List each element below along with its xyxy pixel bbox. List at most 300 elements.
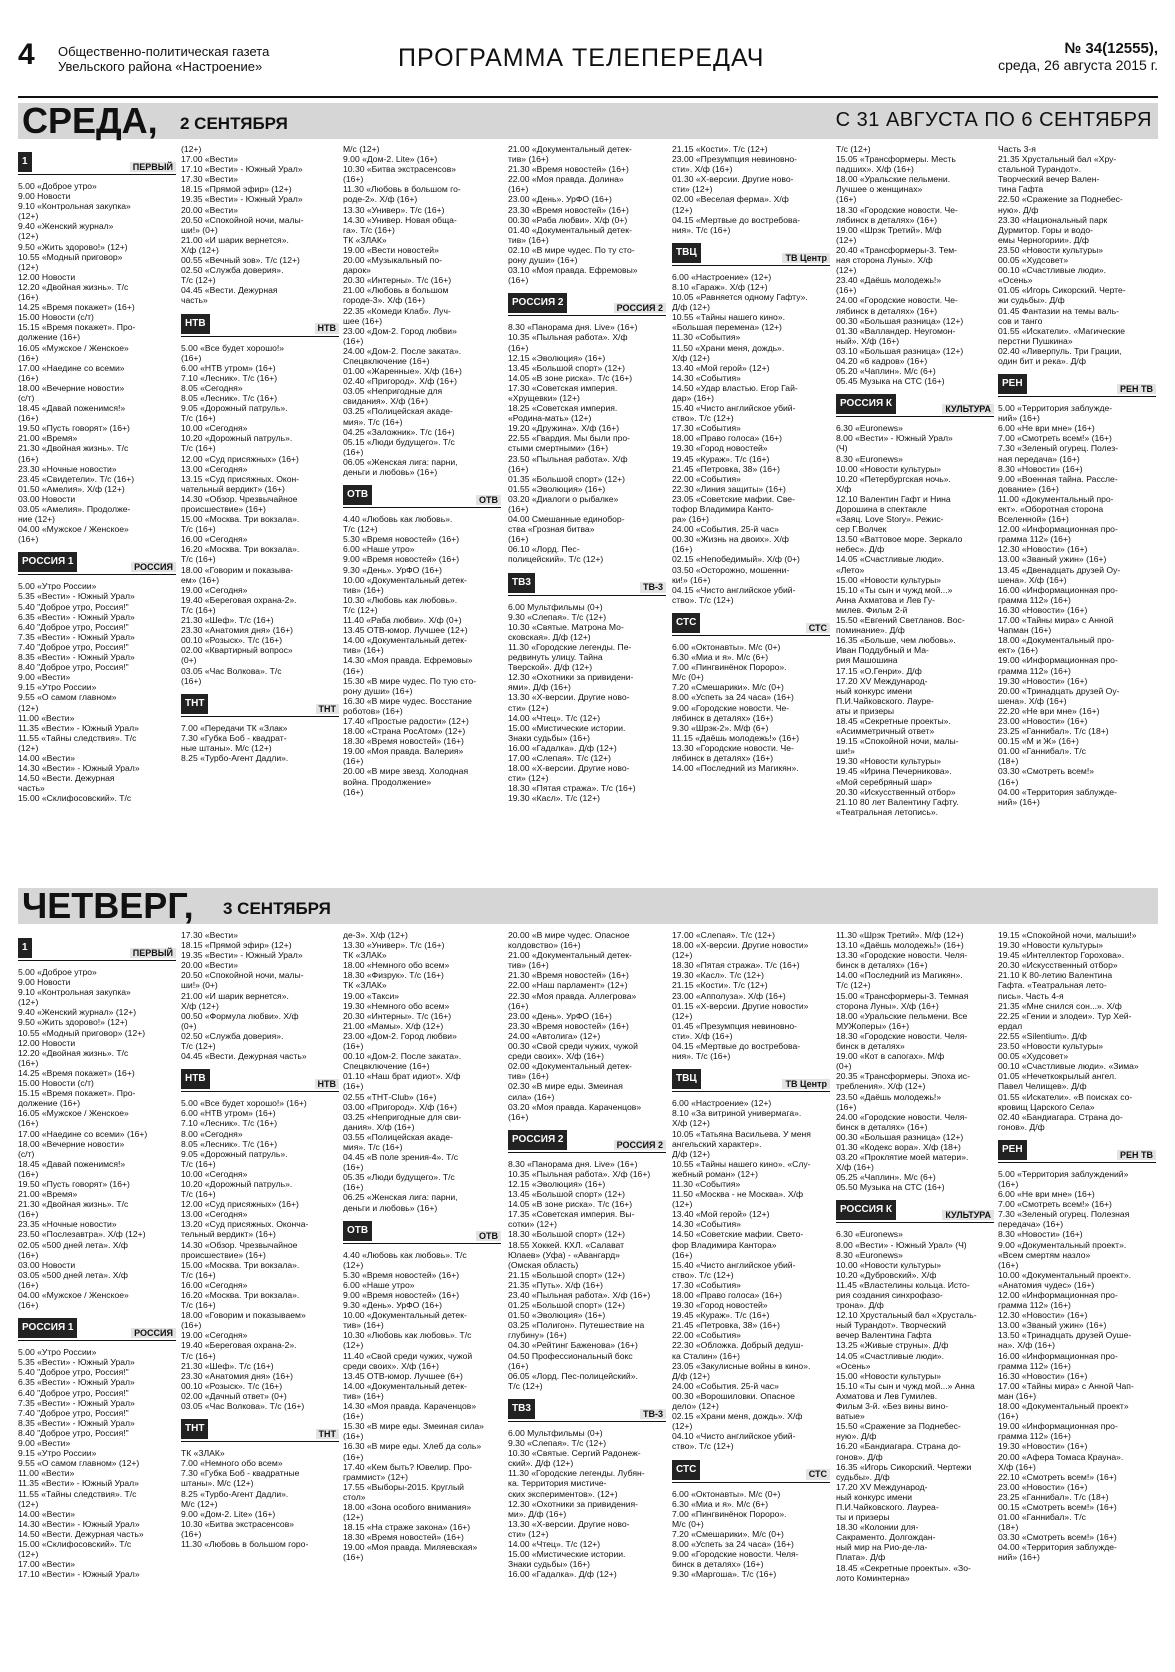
program-listing: 5.00 «Территория заблужде-: [998, 403, 1113, 414]
channel-header: [181, 1065, 339, 1092]
program-listing: дарок»: [343, 265, 371, 276]
program-listing: Дурмитор. Горы и водо-: [998, 224, 1093, 235]
program-listing: 14.00 «Документальный детек-: [343, 635, 467, 646]
program-listing: падших». Х/ф (16+): [836, 164, 914, 175]
program-listing: гонов». Д/ф: [998, 1121, 1045, 1132]
program-listing: 11.30 «Городские легенды. Пе-: [508, 641, 632, 652]
program-listing: Сакраменто. Долгождан-: [836, 1532, 936, 1543]
program-listing: 21.00 «И шарик вернется».: [181, 990, 289, 1001]
program-listing: 23.30 «Анатомия дня» (16+): [181, 1370, 293, 1381]
program-listing: 18.45 «Секретные проекты». «Зо-: [836, 1562, 971, 1573]
channel-logo: РЕН: [998, 1140, 1027, 1160]
program-listing: вечер Валентина Гафта: [836, 1330, 932, 1341]
program-listing: передача» (16+): [998, 1219, 1064, 1230]
program-listing: рону души» (16+): [343, 685, 413, 696]
program-listing: (12+): [18, 742, 39, 753]
program-listing: ши!»: [836, 746, 855, 757]
program-listing: 12.15 «Эволюция» (16+): [508, 1178, 606, 1189]
program-listing: 14.00 «Последний из Магикян».: [672, 763, 799, 774]
program-listing: (16+): [18, 1057, 39, 1068]
program-listing: 9.10 «Контрольная закупка»: [18, 987, 131, 998]
program-listing: 10.00 «Документальный проект».: [998, 1269, 1132, 1280]
program-listing: 01.00 «Жаренные». Х/ф (16+): [343, 366, 462, 377]
program-listing: 10.30 «Любовь как любовь».: [343, 594, 458, 605]
program-listing: 8.05 «Лесник». Т/с (16+): [181, 392, 278, 403]
program-listing: П.И.Чайковского. Лауре-: [836, 695, 934, 706]
program-listing: 22.00 «События»: [672, 473, 741, 484]
program-listing: (16+): [508, 275, 529, 286]
program-listing: 18.55 Хоккей. КХЛ. «Салават: [508, 1239, 625, 1250]
program-listing: 14.30 «События»: [672, 1219, 741, 1230]
program-listing: 5.40 "Доброе утро, Россия!": [18, 601, 129, 612]
program-listing: ка Сталин» (16+): [672, 1350, 740, 1361]
program-listing: (16+): [836, 285, 857, 296]
program-listing: 18.00 «Документальный проект»: [998, 1401, 1129, 1412]
program-listing: 7.40 "Доброе утро, Россия!": [18, 1407, 129, 1418]
program-listing: 16.20 «Бандиагара. Страна до-: [836, 1441, 961, 1452]
week-range: С 31 АВГУСТА ПО 6 СЕНТЯБРЯ: [835, 109, 1152, 131]
channel-name: ТВ-3: [640, 582, 666, 592]
program-listing: шена». Х/ф (16+): [998, 574, 1067, 585]
program-listing: 15.00 Новости (с/т): [18, 1078, 94, 1089]
program-listing: (12+): [836, 234, 857, 245]
channel-name: ОТВ: [476, 495, 501, 505]
program-listing: 19.00 «Сегодня»: [181, 1330, 248, 1341]
program-listing: 01.25 «Большой спорт» (12+): [508, 1300, 625, 1311]
program-listing: 16.20 «Москва. Три вокзала».: [181, 544, 300, 555]
program-listing: 02.55 «ТНТ-Club» (16+): [343, 1091, 437, 1102]
program-listing: 19.00 «Такси»: [343, 990, 400, 1001]
program-listing: 13.00 «Званый ужин» (16+): [998, 1320, 1107, 1331]
program-listing: 14.30 «Обзор. Чрезвычайное: [181, 1239, 298, 1250]
program-listing: поминание». Д/ф: [836, 625, 905, 636]
program-listing: Х/ф (16+): [998, 1461, 1036, 1472]
program-listing: 12.30 «Охотники за привидени-: [508, 672, 634, 683]
program-listing: 23.00 «Дом-2. Город любви»: [343, 1030, 457, 1041]
program-listing: дело» (12+): [672, 1401, 719, 1412]
program-listing: на». Х/ф (16+): [998, 1340, 1055, 1351]
program-listing: 02.00 «Документальный детек-: [508, 1061, 632, 1072]
program-listing: (16+): [18, 1209, 39, 1220]
program-listing: 14.05 «В зоне риска». Т/с (16+): [508, 1199, 633, 1210]
program-listing: 23.05 «Советские мафии. Све-: [672, 493, 795, 504]
program-listing: 4.40 «Любовь как любовь». Т/с: [343, 1249, 467, 1260]
program-listing: 11.00 «Документальный про-: [998, 493, 1114, 504]
program-listing: Часть 3-я: [998, 144, 1036, 154]
program-listing: (16+): [181, 1528, 202, 1539]
program-listing: сти». Х/ф (16+): [672, 164, 733, 175]
program-listing: 13.30 «Городские новости. Че-: [672, 742, 794, 753]
program-listing: (12+): [672, 1199, 693, 1210]
program-listing: 13.45 ОТВ-юмор. Лучшее (12+): [343, 625, 468, 636]
program-listing: 10.00 «Новости культуры»: [836, 1259, 942, 1270]
program-listing: Х/ф: [836, 483, 852, 494]
program-listing: 03.05 «Амелия». Продолже-: [18, 504, 131, 514]
program-listing: сила» (16+): [508, 1091, 555, 1102]
program-listing: 05.35 «Люди будущего». Т/с: [343, 1172, 455, 1183]
program-listing: 17.30 «Советская империя.: [508, 382, 618, 393]
program-listing: 6.35 «Вести» - Южный Урал»: [18, 611, 135, 622]
program-listing: 5.30 «Время новостей» (16+): [343, 534, 460, 545]
program-listing: 21.30 «Время новостей» (16+): [508, 164, 629, 175]
schedule-column: [343, 144, 501, 884]
program-listing: 9.00 «Время новостей» (16+): [343, 554, 460, 565]
program-listing: 15.00 «Трансформеры-3. Темная: [836, 990, 969, 1001]
program-listing: 10.20 «Дубровский». Х/ф: [836, 1269, 937, 1280]
program-listing: 6.00 «Октонавты». М/с (0+): [672, 1488, 781, 1499]
program-listing: 04.20 «6 кадров» (16+): [836, 355, 928, 366]
program-listing: 19.40 «Береговая охрана-2».: [181, 594, 297, 605]
program-listing: М/с (12+): [181, 1498, 218, 1509]
program-listing: ную». Д/ф: [998, 204, 1039, 215]
program-listing: 10.00 «Документальный детек-: [343, 574, 467, 585]
program-listing: 12.20 «Двойная жизнь». Т/с: [18, 281, 129, 292]
program-listing: 17.55 «Выборы-2015. Круглый: [343, 1481, 464, 1492]
program-listing: Плата». Д/ф: [836, 1552, 886, 1563]
program-listing: 18.00 «Вечерние новости»: [18, 1138, 125, 1149]
program-listing: 17.00 «Тайны мира» с Анной: [998, 615, 1114, 626]
program-listing: 18.00 «Зона особого внимания»: [343, 1501, 472, 1512]
channel-logo: СТС: [672, 613, 700, 633]
program-listing: грамма 112» (16+): [998, 1300, 1071, 1311]
program-listing: рия Машошина: [836, 655, 898, 666]
program-listing: (12+): [672, 1010, 693, 1021]
program-listing: 21.45 «Петровка, 38» (16+): [672, 1320, 780, 1331]
program-listing: трона». Д/ф: [836, 1300, 884, 1311]
program-listing: 18.00 «Х-версии. Другие ново-: [508, 763, 630, 774]
program-listing: 15.15 «Время покажет». Про-: [18, 322, 136, 333]
program-listing: 22.25 «Гении и злодеи». Тур Хей-: [998, 1010, 1132, 1021]
program-listing: 03.05 «Час Волкова». Т/с (16+): [181, 1401, 305, 1412]
program-listing: 20.00 «В мире чудес. Опасное: [508, 930, 630, 940]
schedule-column: [836, 930, 994, 1655]
channel-name: РОССИЯ: [131, 1328, 176, 1338]
program-listing: 02.00 «Веселая ферма». Х/ф: [672, 194, 789, 205]
program-listing: «Осень»: [836, 1360, 871, 1371]
program-listing: война. Продолжение»: [343, 776, 432, 787]
program-listing: 00.10 «Розыск». Т/с (16+): [181, 1380, 283, 1391]
program-listing: ватые»: [836, 1411, 865, 1422]
program-listing: 14.50 «Вести. Дежурная: [18, 773, 115, 784]
program-listing: Т/с (16+): [181, 554, 216, 565]
program-listing: Дорошина в спектакле: [836, 504, 927, 514]
program-listing: 7.30 «Зеленый огурец. Полез-: [998, 443, 1119, 454]
program-listing: 01.15 «Х-версии. Другие новости»: [672, 1000, 809, 1011]
channel-logo: РОССИЯ 2: [508, 1130, 567, 1150]
program-listing: Т/с (16+): [181, 524, 216, 535]
program-listing: 21.00 «Время»: [18, 1189, 78, 1200]
program-listing: 19.30 «Новости» (16+): [998, 1441, 1088, 1452]
program-listing: 21.00 «Документальный детек-: [508, 950, 632, 961]
program-listing: (16+): [18, 1300, 39, 1311]
program-listing: тив» (16+): [343, 1320, 384, 1331]
program-listing: рия создания синхрофазо-: [836, 1290, 943, 1300]
program-listing: «Заяц. Love Story». Режис-: [836, 514, 944, 525]
program-listing: 03.00 «Пригород». Х/ф (16+): [343, 1101, 457, 1112]
schedule-column: [181, 144, 339, 884]
program-listing: 13.30 «Городские новости. Челя-: [836, 950, 968, 961]
program-listing: 04.45 «Вести. Дежурная часть»: [181, 1051, 307, 1062]
program-listing: штаны». М/с (12+): [181, 1478, 254, 1489]
program-listing: 12.00 Новости: [18, 1037, 76, 1048]
program-listing: 10.55 «Тайны нашего кино».: [672, 312, 785, 323]
channel-name: ОТВ: [476, 1231, 501, 1241]
channel-name: РОССИЯ 2: [614, 303, 666, 313]
program-listing: Спецвключение (16+): [343, 1061, 430, 1072]
program-listing: происшествие» (16+): [181, 504, 266, 514]
program-listing: 6.00 «НТВ утром» (16+): [181, 362, 276, 373]
program-listing: 5.00 «Доброе утро»: [18, 967, 97, 977]
program-listing: 9.40 «Женский журнал» (12+): [18, 1007, 137, 1018]
program-listing: 16.00 «Сегодня»: [181, 1279, 248, 1290]
program-listing: 03.00 Новости: [18, 1259, 76, 1270]
program-listing: 15.15 «Время покажет». Про-: [18, 1088, 136, 1099]
program-listing: ний» (16+): [998, 1552, 1040, 1563]
program-listing: 11.30 «Любовь в большом горо-: [181, 1538, 309, 1549]
channel-logo: ТНТ: [181, 694, 208, 714]
program-listing: 20.30 «Искусственный отбор»: [998, 960, 1118, 971]
program-listing: (16+): [343, 786, 364, 797]
program-listing: 04.15 «Мертвые до востребова-: [672, 1041, 801, 1052]
program-listing: тив» (16+): [508, 960, 549, 971]
program-listing: 12.00 Новости: [18, 271, 76, 282]
program-listing: 01.55 «Искатели». «В поисках со-: [998, 1091, 1133, 1102]
page-number: 4: [18, 38, 35, 71]
program-listing: 21.00 «Время»: [18, 433, 78, 444]
program-listing: (12+): [18, 702, 39, 713]
page-title: ПРОГРАММА ТЕЛЕПЕРЕДАЧ: [398, 44, 765, 72]
program-listing: 04.25 «Заложник». Т/с (16+): [343, 426, 455, 437]
program-listing: 02.50 «Служба доверия».: [181, 265, 284, 276]
program-listing: 18.00 «Уральские пельмени. Все: [836, 1010, 968, 1021]
program-listing: (12+): [836, 265, 857, 276]
program-listing: городе-3». Х/ф (16+): [343, 295, 425, 306]
program-listing: 23.00 «Презумпция невиновно-: [672, 154, 797, 165]
program-listing: Вселенной» (16+): [998, 514, 1069, 525]
program-listing: 05.25 «Чаплин». М/с (6+): [836, 1172, 936, 1183]
program-listing: 12.20 «Двойная жизнь». Т/с: [18, 1047, 129, 1058]
program-listing: 03.30 «Смотреть всем!» (16+): [998, 1532, 1117, 1543]
program-listing: 7.30 «Зеленый огурец. Полезная: [998, 1209, 1130, 1220]
channel-header: [18, 1314, 176, 1341]
program-listing: 6.00 Мультфильмы (0+): [508, 601, 603, 612]
program-listing: 13.45 «Двенадцать друзей Оу-: [998, 564, 1121, 575]
program-listing: 12.00 «Информационная про-: [998, 1290, 1118, 1300]
program-listing: 9.40 «Женский журнал»: [18, 221, 114, 232]
program-listing: (16+): [672, 544, 693, 555]
program-listing: 22.50 «Сражение за Поднебес-: [998, 194, 1123, 205]
program-listing: 15.05 «Трансформеры. Месть: [836, 154, 956, 165]
program-listing: 19.30 «Город новостей»: [672, 1300, 768, 1311]
program-listing: ный мир на Рио-де-ла-: [836, 1542, 928, 1553]
program-listing: 8.00 «Успеть за 24 часа» (16+): [672, 1538, 794, 1549]
header-rule: [18, 96, 1158, 98]
program-listing: Т/с (12+): [181, 275, 216, 286]
program-listing: 7.35 «Вести» - Южный Урал»: [18, 631, 135, 642]
program-listing: 21.30 «Двойная жизнь». Т/с: [18, 443, 129, 454]
program-listing: 22.00 «Наш парламент» (12+): [508, 980, 628, 991]
program-listing: 19.45 «Ирина Печерникова».: [836, 766, 952, 777]
program-listing: 14.00 «Документальный детек-: [343, 1380, 467, 1391]
program-listing: 15.00 «Мистические истории.: [508, 1549, 626, 1560]
program-listing: 24.00 «События. 25-й час»: [672, 1380, 779, 1391]
program-listing: 7.20 «Смешарики». М/с (0+): [672, 682, 784, 693]
program-listing: 8.25 «Турбо-Агент Дадли».: [181, 1488, 289, 1499]
channel-header: [181, 1415, 339, 1442]
program-listing: 03.20 «Моя правда. Караченцов»: [508, 1101, 642, 1112]
program-listing: 7.00 «Смотреть всем!» (16+): [998, 433, 1112, 444]
program-listing: тив» (16+): [508, 234, 549, 245]
channel-header: [18, 934, 176, 961]
program-listing: тив» (16+): [508, 154, 549, 165]
channel-logo: РОССИЯ 1: [18, 552, 77, 572]
publication-line: Общественно-политическая газета: [58, 44, 270, 59]
program-listing: аты и призеры: [836, 705, 895, 716]
program-listing: 18.15 «Прямой эфир» (12+): [181, 940, 292, 951]
program-listing: 20.00 «Вести»: [181, 204, 238, 215]
program-listing: 16.30 «В мире чудес. Восстание: [343, 695, 472, 706]
program-listing: стол»: [343, 1491, 366, 1502]
program-listing: 17.30 «Вести»: [181, 174, 238, 185]
program-listing: 15.00 «Склифосовский». Т/с: [18, 793, 132, 804]
program-listing: (12+): [18, 261, 39, 272]
program-listing: 13.25 «Живые струны». Д/ф: [836, 1340, 949, 1351]
program-listing: (16+): [508, 504, 529, 514]
program-listing: часть»: [18, 783, 45, 794]
program-listing: Т/с (16+): [181, 1300, 216, 1311]
program-listing: 14.00 «Последний из Магикян».: [836, 970, 963, 981]
program-listing: 03.10 «Большая разница» (12+): [836, 345, 964, 356]
program-listing: 7.40 "Доброе утро, Россия!": [18, 641, 129, 652]
program-listing: 13.50 «Ваттовое море. Зеркало: [836, 534, 963, 545]
program-listing: 18.00 «Говорим и показываем»: [181, 1310, 306, 1321]
program-listing: тина Гафта: [998, 184, 1044, 195]
program-listing: сковская». Д/ф (12+): [508, 631, 591, 642]
program-listing: 01.30 «Кодекс вора». Х/ф (18+): [836, 1141, 961, 1152]
program-listing: среди своих». Х/ф (16+): [343, 1360, 439, 1371]
channel-logo: ТВЦ: [672, 1069, 701, 1089]
program-listing: (16+): [343, 1451, 364, 1462]
program-listing: 20.40 «Трансформеры-3. Тем-: [836, 244, 958, 255]
program-listing: (16+): [343, 1431, 364, 1442]
program-listing: 16.30 «Новости» (16+): [998, 604, 1088, 615]
program-listing: лябинск в деталях» (16+): [672, 752, 774, 763]
program-listing: 10.00 «Новости культуры»: [836, 463, 942, 474]
program-listing: тив» (16+): [343, 584, 384, 595]
schedule-column: [836, 144, 994, 884]
program-listing: 18.30 «Колонии для-: [836, 1522, 919, 1533]
program-listing: (16+): [998, 1178, 1019, 1189]
program-listing: 19.35 «Вести» - Южный Урал»: [181, 194, 303, 205]
program-listing: 11.00 «Вести»: [18, 712, 75, 723]
program-listing: 12.10 Хрустальный бал «Хрусталь-: [836, 1310, 977, 1321]
program-listing: 01.10 «Наш брат идиот». Х/ф: [343, 1071, 461, 1082]
program-listing: 8.00 «Сегодня»: [181, 1128, 243, 1139]
program-listing: М/с (0+): [672, 1518, 704, 1529]
program-listing: 17.40 «Кем быть? Ювелир. Про-: [343, 1461, 473, 1472]
program-listing: 03.05 «Непригодные для: [343, 386, 443, 397]
program-listing: 18.00 «Говорим и показыва-: [181, 564, 294, 575]
issue-info: [998, 40, 1158, 73]
program-listing: 19.50 «Пусть говорят» (16+): [18, 423, 130, 434]
program-listing: ный конкурс имени: [836, 1491, 913, 1502]
program-listing: 13.30 «Универ». Т/с (16+): [343, 204, 445, 215]
program-listing: ство». Т/с (12+): [672, 1269, 734, 1280]
program-listing: 15.30 «В мире чудес. По тую сто-: [343, 675, 477, 686]
program-listing: 23.00 «Новости» (16+): [998, 715, 1088, 726]
program-listing: Х/ф (12+): [181, 244, 219, 255]
program-listing: ная передача» (16+): [998, 453, 1080, 464]
channel-header: [672, 239, 830, 266]
schedule-column: [508, 144, 666, 884]
program-listing: (16+): [343, 1081, 364, 1092]
program-listing: «Осень»: [998, 275, 1033, 286]
program-listing: (12+): [18, 1549, 39, 1560]
program-listing: 8.00 «Вести» - Южный Урал»: [836, 433, 953, 444]
program-listing: 03.20 «Проклятие моей матери».: [836, 1152, 969, 1163]
program-listing: (с/т): [18, 392, 35, 403]
program-listing: 06.10 «Лорд. Пес-: [508, 544, 580, 555]
program-listing: 13.00 «Сегодня»: [181, 463, 248, 474]
program-listing: 00.30 «Жизнь на двоих». Х/ф: [672, 534, 789, 545]
channel-name: СТС: [806, 623, 830, 633]
program-listing: Знаки судьбы» (16+): [508, 1559, 591, 1570]
program-listing: 15.00 «Москва. Три вокзала».: [181, 514, 300, 525]
program-listing: стыми смертными» (16+): [508, 443, 609, 454]
program-listing: 02.05 «500 дней лета». Х/ф: [18, 1239, 128, 1250]
issue-number: № 34(12555),: [1064, 40, 1158, 57]
program-listing: 17.00 «Наедине со всеми»: [18, 362, 125, 373]
program-listing: 14.05 «Счастливые люди».: [836, 1350, 945, 1361]
program-listing: жи судьбы». Д/ф: [998, 295, 1065, 306]
program-listing: бинск в деталях» (16+): [672, 1559, 764, 1570]
program-listing: 18.00 «Право голоса» (16+): [672, 433, 783, 444]
program-listing: Т/с (16+): [181, 1350, 216, 1361]
program-listing: 16.05 «Мужское / Женское»: [18, 342, 129, 353]
program-listing: ный конкурс имени: [836, 685, 913, 696]
program-listing: (16+): [508, 1360, 529, 1371]
program-listing: ТК «ЗЛАК»: [343, 950, 387, 961]
program-listing: 02.15 «Храни меня, дождь». Х/ф: [672, 1411, 803, 1422]
program-listing: 22.30 «Обложка. Добрый дедуш-: [672, 1340, 804, 1351]
program-listing: 21.10 К 80-летию Валентина: [998, 970, 1113, 981]
program-listing: Т/с (16+): [181, 1269, 216, 1280]
program-listing: ТК «ЗЛАК»: [343, 234, 387, 245]
program-listing: 8.05 «Сегодня»: [181, 382, 243, 393]
program-listing: «Всем смертям назло»: [998, 1249, 1091, 1260]
program-listing: 18.45 «Давай поженимся!»: [18, 403, 126, 414]
program-listing: ния». Т/с (16+): [672, 1051, 731, 1062]
program-listing: 00.55 «Вечный зов». Т/с (12+): [181, 255, 300, 266]
program-listing: «Большая перемена» (12+): [672, 322, 782, 333]
program-listing: бинск в деталях»: [836, 1041, 905, 1052]
program-listing: сер Г.Волчек: [836, 524, 887, 535]
program-listing: 12.15 «Эволюция» (16+): [508, 352, 606, 363]
program-listing: 17.00 «Слепая». Т/с (12+): [672, 930, 775, 940]
program-listing: 14.30 «Универ. Новая обща-: [343, 214, 457, 225]
program-listing: 23.30 «Время новостей» (16+): [508, 204, 629, 215]
program-listing: Творческий вечер Вален-: [998, 174, 1100, 185]
channel-name: ПЕРВЫЙ: [130, 162, 176, 172]
program-listing: 23.30 «Национальный парк: [998, 214, 1108, 225]
program-listing: 9.00 «Городские новости. Че-: [672, 702, 790, 713]
program-listing: 4.40 «Любовь как любовь».: [343, 514, 453, 525]
program-listing: 11.50 «Москва - не Москва». Х/ф: [672, 1189, 804, 1200]
program-listing: 9.55 «О самом главном»: [18, 692, 117, 703]
program-listing: 10.20 «Дорожный патруль».: [181, 1178, 293, 1189]
program-listing: Т/с (16+): [181, 604, 216, 615]
channel-header: [672, 609, 830, 636]
